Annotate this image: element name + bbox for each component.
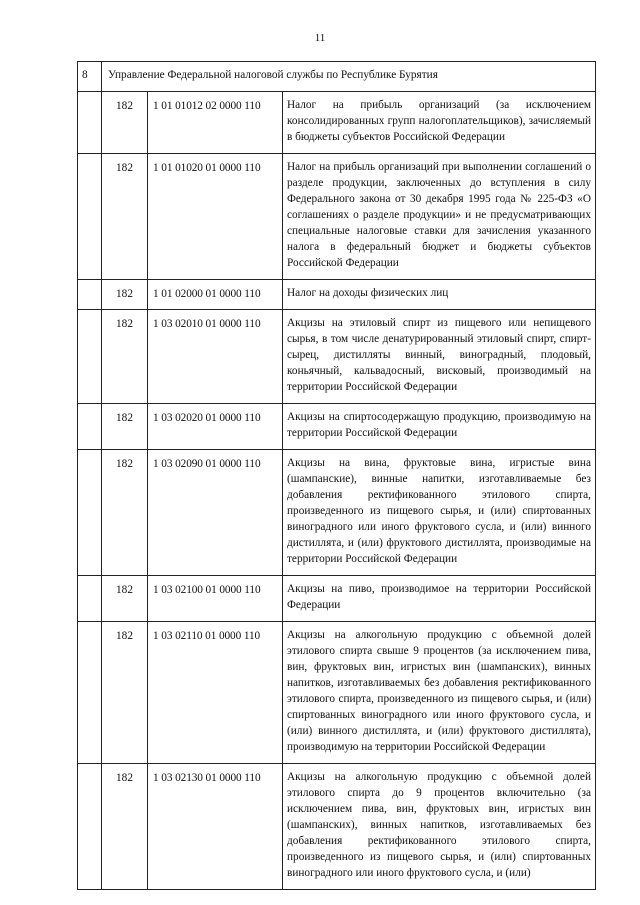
section-header-row — [78, 62, 596, 92]
admin-code-cell: 182 — [102, 280, 148, 310]
page-number: 11 — [314, 32, 326, 44]
admin-code-cell: 182 — [102, 310, 148, 404]
kbk-code-cell: 1 01 01020 01 0000 110 — [148, 154, 283, 280]
description-cell: Налог на прибыль организаций при выполнении соглашений о разделе продукции, заключенных до вступления в силу Федерального закона от 30 декабря 1995 года № 225-ФЗ «О соглашениях о разделе продукции» и не предусматривающих специальные налоговые ставки для зачисления указанного налога в федеральный бюджет и бюджеты субъектов Российской Федерации — [283, 154, 596, 280]
table-row — [78, 764, 596, 890]
empty-cell — [78, 576, 102, 622]
table-row — [78, 92, 596, 154]
empty-cell — [78, 764, 102, 890]
admin-code-cell: 182 — [102, 92, 148, 154]
empty-cell — [78, 622, 102, 764]
section-number: 8 — [78, 62, 102, 92]
table-row — [78, 404, 596, 450]
description-cell: Налог на прибыль организаций (за исключением консолидированных групп налогоплательщиков), зачисляемый в бюджеты субъектов Российской Федерации — [283, 92, 596, 154]
admin-code-cell: 182 — [102, 576, 148, 622]
table-row — [78, 622, 596, 764]
admin-code-cell: 182 — [102, 764, 148, 890]
kbk-code-cell: 1 01 02000 01 0000 110 — [148, 280, 283, 310]
empty-cell — [78, 450, 102, 576]
kbk-code-cell: 1 01 01012 02 0000 110 — [148, 92, 283, 154]
section-title: Управление Федеральной налоговой службы по Республике Бурятия — [102, 62, 596, 92]
table-row — [78, 310, 596, 404]
description-cell: Акцизы на пиво, производимое на территории Российской Федерации — [283, 576, 596, 622]
table-row — [78, 576, 596, 622]
empty-cell — [78, 92, 102, 154]
description-cell: Акцизы на вина, фруктовые вина, игристые вина (шампанские), винные напитки, изготавливаемые без добавления ректификованного этилового спирта, произведенного из пищевого сырья, и (или) спиртованных виноградного или иного фруктового сусла, и (или) винного дистиллята, и (или) фруктового дистиллята, производимые на территории Российской Федерации — [283, 450, 596, 576]
kbk-code-cell: 1 03 02090 01 0000 110 — [148, 450, 283, 576]
admin-code-cell: 182 — [102, 450, 148, 576]
description-cell: Акцизы на алкогольную продукцию с объемной долей этилового спирта до 9 процентов включительно (за исключением пива, вин, фруктовых вин, игристых вин (шампанских), винных напитков, изготавливаемых без добавления ректификованного этилового спирта, произведенного из пищевого сырья, и (или) спиртованных виноградного или иного фруктового сусла, и (или) — [283, 764, 596, 890]
kbk-code-cell: 1 03 02130 01 0000 110 — [148, 764, 283, 890]
empty-cell — [78, 280, 102, 310]
kbk-code-cell: 1 03 02110 01 0000 110 — [148, 622, 283, 764]
kbk-code-cell: 1 03 02100 01 0000 110 — [148, 576, 283, 622]
description-cell: Акцизы на этиловый спирт из пищевого или непищевого сырья, в том числе денатурированный этиловый спирт, спирт-сырец, дистилляты винный, виноградный, плодовый, коньячный, кальвадосный, висковый, производимый на территории Российской Федерации — [283, 310, 596, 404]
admin-code-cell: 182 — [102, 404, 148, 450]
table-row — [78, 450, 596, 576]
revenue-codes-table — [77, 61, 596, 890]
table-row — [78, 154, 596, 280]
admin-code-cell: 182 — [102, 154, 148, 280]
description-cell: Налог на доходы физических лиц — [283, 280, 596, 310]
description-cell: Акцизы на алкогольную продукцию с объемной долей этилового спирта свыше 9 процентов (за исключением пива, вин, фруктовых вин, игристых вин (шампанских), винных напитков, изготавливаемых без добавления ректификованного этилового спирта, произведенного из пищевого сырья, и (или) спиртованных виноградного или иного фруктового сусла, и (или) винного дистиллята, и (или) фруктового дистиллята), производимую на территории Российской Федерации — [283, 622, 596, 764]
description-cell: Акцизы на спиртосодержащую продукцию, производимую на территории Российской Федерации — [283, 404, 596, 450]
kbk-code-cell: 1 03 02020 01 0000 110 — [148, 404, 283, 450]
empty-cell — [78, 404, 102, 450]
admin-code-cell: 182 — [102, 622, 148, 764]
empty-cell — [78, 310, 102, 404]
kbk-code-cell: 1 03 02010 01 0000 110 — [148, 310, 283, 404]
empty-cell — [78, 154, 102, 280]
table-row — [78, 280, 596, 310]
